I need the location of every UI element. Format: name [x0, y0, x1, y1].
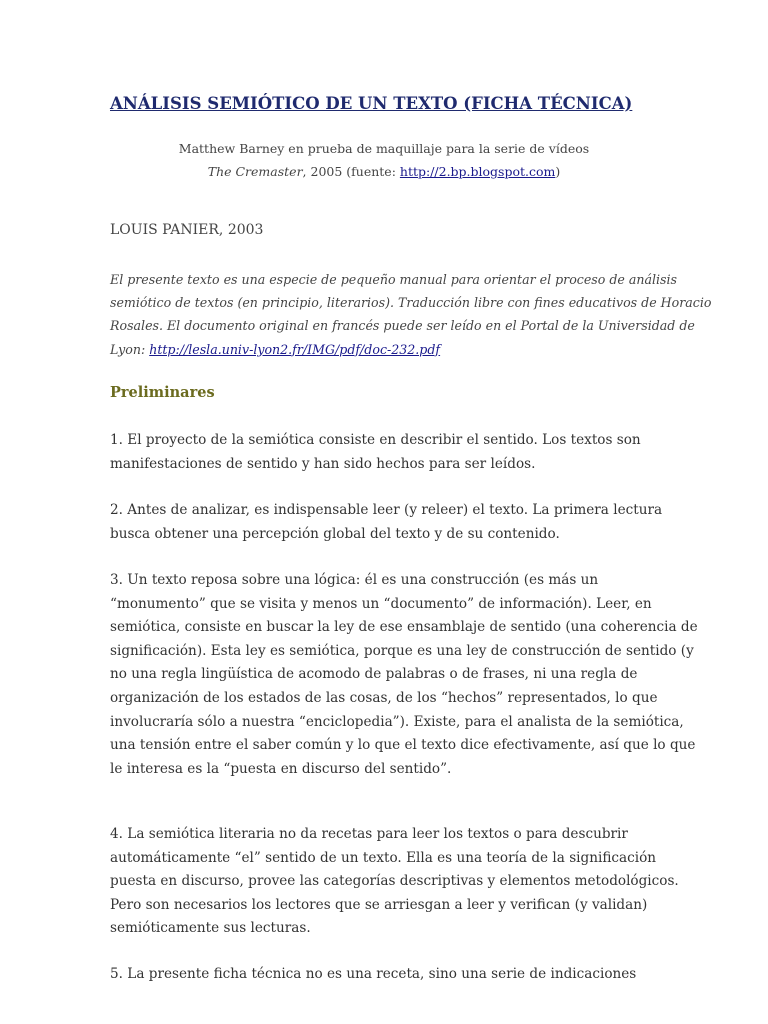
paragraph-line: una tensión entre el saber común y lo que el texto dice efectivamente, así que lo que [110, 737, 696, 754]
intro-line: El presente texto es una especie de pequeño manual para orientar el proceso de análisis [110, 272, 677, 287]
paragraph-3 [110, 569, 698, 781]
paragraph-line: significación). Esta ley es semiótica, porque es una ley de construcción de sentido (y [110, 642, 694, 659]
paragraph-line: Pero son necesarios los lectores que se arriesgan a leer y verifican (y validan) [110, 896, 648, 913]
paragraph-line: busca obtener una percepción global del texto y de su contenido. [110, 525, 560, 542]
intro-line: semiótico de textos (en principio, literarios). Traducción libre con fines educativos de Horacio [110, 295, 712, 311]
original-document-link[interactable]: http://lesla.univ-lyon2.fr/IMG/pdf/doc-232.pdf [149, 341, 441, 357]
paragraph-line: le interesa es la “puesta en discurso del sentido”. [110, 760, 452, 777]
intro-link-prefix: Lyon: [110, 341, 150, 357]
caption-line-1: Matthew Barney en prueba de maquillaje para la serie de vídeos [178, 141, 590, 156]
caption-close: ) [555, 164, 561, 179]
section-heading: Preliminares [110, 384, 215, 401]
paragraph-line: manifestaciones de sentido y han sido hechos para ser leídos. [110, 455, 536, 472]
paragraph-line: no una regla lingüística de acomodo de palabras o de frases, ni una regla de [110, 666, 638, 683]
image-caption [110, 137, 658, 183]
paragraph-line: organización de los estados de las cosas, de los “hechos” representados, lo que [110, 689, 658, 706]
paragraph-line: automáticamente “el” sentido de un texto. Ella es una teoría de la significación [110, 849, 657, 866]
paragraph-line: 4. La semiótica literaria no da recetas para leer los textos o para descubrir [110, 826, 628, 842]
paragraph-line: 1. El proyecto de la semiótica consiste en describir el sentido. Los textos son [110, 432, 641, 448]
paragraph-1 [110, 429, 670, 476]
paragraph-line: puesta en discurso, provee las categorías descriptivas y elementos metodológicos. [110, 873, 679, 890]
document-title[interactable]: ANÁLISIS SEMIÓTICO DE UN TEXTO (FICHA TÉCNICA) [110, 94, 633, 113]
caption-work-title: The Cremaster [207, 164, 303, 179]
paragraph-line: 5. La presente ficha técnica no es una receta, sino una serie de indicaciones [110, 966, 637, 982]
author-line: LOUIS PANIER, 2003 [110, 222, 264, 238]
paragraph-line: 3. Un texto reposa sobre una lógica: él es una construcción (es más un [110, 572, 599, 588]
paragraph-line: 2. Antes de analizar, es indispensable leer (y releer) el texto. La primera lectura [110, 502, 663, 518]
intro-line-last [110, 338, 658, 361]
caption-line-2 [110, 160, 658, 183]
paragraph-4 [110, 823, 679, 941]
intro-line: Rosales. El documento original en francés puede ser leído en el Portal de la Universidad de [110, 318, 695, 334]
caption-year-source: , 2005 (fuente: [302, 164, 400, 179]
paragraph-line: semiótica, consiste en buscar la ley de ese ensamblaje de sentido (una coherencia de [110, 619, 698, 636]
paragraph-line: “monumento” que se visita y menos un “documento” de información). Leer, en [110, 595, 652, 612]
paragraph-line: involucraría sólo a nuestra “enciclopedia”). Existe, para el analista de la semiótica, [110, 713, 684, 730]
paragraph-2 [110, 499, 670, 546]
paragraph-line: semióticamente sus lecturas. [110, 920, 311, 937]
paragraph-5 [110, 963, 670, 987]
caption-source-link[interactable]: http://2.bp.blogspot.com [399, 164, 556, 179]
intro-paragraph [110, 268, 712, 361]
